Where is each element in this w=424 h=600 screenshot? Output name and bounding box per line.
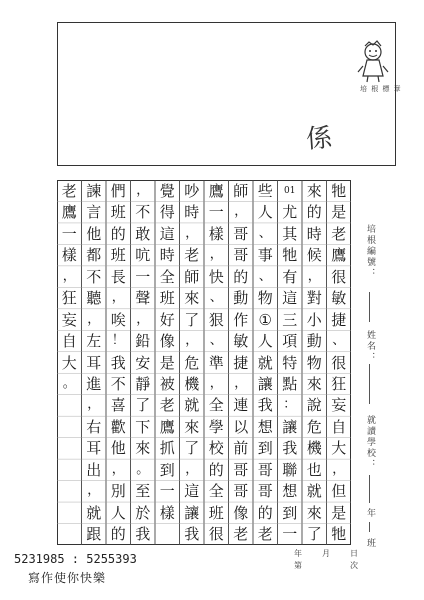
essay-character: 老 bbox=[184, 246, 200, 265]
essay-character: 師 bbox=[233, 181, 249, 200]
essay-character: 哥 bbox=[233, 460, 249, 479]
essay-character: 作 bbox=[233, 310, 249, 329]
grade-label: 年 bbox=[365, 508, 375, 519]
essay-character: 對 bbox=[306, 289, 322, 308]
essay-character: 進 bbox=[86, 374, 102, 393]
essay-character: 項 bbox=[282, 332, 298, 351]
essay-character: 前 bbox=[233, 439, 249, 458]
essay-character: 的 bbox=[233, 267, 249, 286]
essay-character: 時 bbox=[184, 203, 200, 222]
essay-character: 連 bbox=[233, 396, 249, 415]
essay-character: ， bbox=[87, 311, 101, 327]
essay-character: 班 bbox=[110, 246, 126, 265]
essay-character: 一 bbox=[61, 224, 77, 243]
essay-character: 出 bbox=[86, 460, 102, 479]
essay-character: 。 bbox=[62, 375, 76, 391]
essay-character: 來 bbox=[184, 289, 200, 308]
essay-character: 妄 bbox=[61, 310, 77, 329]
essay-character: 諫 bbox=[86, 181, 102, 200]
essay-character: 狂 bbox=[331, 374, 347, 393]
essay-character: 老 bbox=[61, 181, 77, 200]
essay-character: 被 bbox=[159, 374, 175, 393]
essay-character: 耳 bbox=[86, 353, 102, 372]
essay-character: 來 bbox=[306, 503, 322, 522]
essay-character: 們 bbox=[110, 181, 126, 200]
essay-character: 聲 bbox=[135, 289, 151, 308]
essay-character: 不 bbox=[86, 267, 102, 286]
essay-character: 了 bbox=[135, 396, 151, 415]
essay-character: 跟 bbox=[86, 525, 102, 544]
essay-character: 的 bbox=[110, 525, 126, 544]
year-label: 年 bbox=[294, 549, 302, 558]
essay-character: 全 bbox=[208, 396, 224, 415]
essay-character: ， bbox=[234, 375, 248, 391]
essay-character: 到 bbox=[257, 439, 273, 458]
slogan: 寫作使你快樂 bbox=[28, 571, 107, 585]
essay-character: 不 bbox=[110, 374, 126, 393]
essay-character: 鷹 bbox=[61, 203, 77, 222]
essay-character: 來 bbox=[306, 181, 322, 200]
essay-character: 樣 bbox=[208, 224, 224, 243]
essay-character: 哥 bbox=[257, 482, 273, 501]
essay-character: 他 bbox=[86, 224, 102, 243]
essay-character: ， bbox=[307, 268, 321, 284]
essay-character: 以 bbox=[233, 417, 249, 436]
essay-character: ： bbox=[283, 397, 297, 413]
essay-character: 一 bbox=[159, 482, 175, 501]
essay-character: 牠 bbox=[331, 525, 347, 544]
essay-character: 於 bbox=[135, 503, 151, 522]
essay-character: 很 bbox=[208, 525, 224, 544]
essay-character: 想 bbox=[282, 482, 298, 501]
no-label: 第 bbox=[294, 561, 302, 570]
essay-character: 下 bbox=[135, 417, 151, 436]
essay-character: 哥 bbox=[233, 224, 249, 243]
essay-character: ， bbox=[185, 333, 199, 349]
day-label: 日 bbox=[350, 549, 358, 558]
essay-character: 讓 bbox=[282, 417, 298, 436]
essay-character: 耳 bbox=[86, 439, 102, 458]
essay-character: ， bbox=[185, 225, 199, 241]
essay-character: 得 bbox=[159, 203, 175, 222]
essay-character: 一 bbox=[282, 525, 298, 544]
essay-character: 機 bbox=[306, 439, 322, 458]
serial-number-line bbox=[369, 292, 370, 322]
essay-character: 狂 bbox=[61, 289, 77, 308]
essay-character: ， bbox=[87, 483, 101, 499]
essay-character: 但 bbox=[331, 482, 347, 501]
essay-character: ， bbox=[111, 461, 125, 477]
essay-character: 像 bbox=[159, 332, 175, 351]
essay-character: 來 bbox=[135, 439, 151, 458]
essay-character: ， bbox=[234, 204, 248, 220]
essay-character: 一 bbox=[208, 203, 224, 222]
essay-character: 01 bbox=[284, 185, 296, 196]
essay-character: 抓 bbox=[159, 439, 175, 458]
essay-character: 聽 bbox=[86, 289, 102, 308]
essay-character: 一 bbox=[135, 267, 151, 286]
essay-character: 就 bbox=[184, 396, 200, 415]
essay-character: 覺 bbox=[159, 181, 175, 200]
school-label: 就讀學校： bbox=[365, 415, 375, 470]
essay-character: 牠 bbox=[331, 181, 347, 200]
logo-caption: 培 根 標 章 bbox=[360, 85, 402, 93]
essay-character: 、 bbox=[332, 333, 346, 349]
essay-character: ， bbox=[209, 247, 223, 263]
essay-character: 不 bbox=[135, 203, 151, 222]
essay-character: 的 bbox=[110, 224, 126, 243]
essay-character: 很 bbox=[331, 353, 347, 372]
essay-character: 到 bbox=[159, 460, 175, 479]
essay-character: 他 bbox=[110, 439, 126, 458]
essay-character: 動 bbox=[306, 332, 322, 351]
essay-character: 妄 bbox=[331, 396, 347, 415]
essay-character: 危 bbox=[306, 417, 322, 436]
essay-character: 我 bbox=[282, 439, 298, 458]
essay-character: 哥 bbox=[233, 246, 249, 265]
essay-character: 班 bbox=[110, 203, 126, 222]
essay-character: 就 bbox=[306, 482, 322, 501]
essay-character: 安 bbox=[135, 353, 151, 372]
essay-character: 聯 bbox=[282, 460, 298, 479]
essay-character: 機 bbox=[184, 374, 200, 393]
essay-character: 危 bbox=[184, 353, 200, 372]
essay-character: 全 bbox=[159, 267, 175, 286]
essay-character: 特 bbox=[282, 353, 298, 372]
essay-character: 鷹 bbox=[208, 181, 224, 200]
essay-character: 想 bbox=[257, 417, 273, 436]
essay-character: 敏 bbox=[233, 332, 249, 351]
essay-character: 全 bbox=[208, 482, 224, 501]
essay-character: 喜 bbox=[110, 396, 126, 415]
essay-character: 說 bbox=[306, 396, 322, 415]
school-line bbox=[369, 475, 370, 503]
essay-character: 敢 bbox=[135, 224, 151, 243]
essay-character: 物 bbox=[306, 353, 322, 372]
essay-character: 靜 bbox=[135, 374, 151, 393]
essay-character: 、 bbox=[209, 290, 223, 306]
phone-numbers: 5231985 : 5255393 bbox=[14, 552, 137, 566]
essay-character: 師 bbox=[184, 267, 200, 286]
essay-character: 來 bbox=[184, 417, 200, 436]
times-label: 次 bbox=[350, 561, 358, 570]
essay-character: 三 bbox=[282, 310, 298, 329]
essay-character: 這 bbox=[282, 289, 298, 308]
essay-character: ， bbox=[111, 290, 125, 306]
essay-character: ① bbox=[258, 310, 272, 329]
essay-character: 了 bbox=[306, 525, 322, 544]
essay-character: 我 bbox=[184, 525, 200, 544]
month-label: 月 bbox=[322, 549, 330, 558]
essay-character: 鷹 bbox=[159, 417, 175, 436]
essay-character: 老 bbox=[331, 224, 347, 243]
essay-character: 的 bbox=[257, 503, 273, 522]
essay-character: 也 bbox=[306, 460, 322, 479]
essay-character: 大 bbox=[331, 439, 347, 458]
name-line bbox=[369, 364, 370, 404]
essay-character: 校 bbox=[208, 439, 224, 458]
essay-character: 捷 bbox=[233, 353, 249, 372]
grade-line bbox=[369, 522, 370, 532]
essay-character: 就 bbox=[257, 353, 273, 372]
essay-character: 像 bbox=[233, 503, 249, 522]
essay-character: 有 bbox=[282, 267, 298, 286]
essay-character: 這 bbox=[159, 224, 175, 243]
essay-character: 老 bbox=[159, 396, 175, 415]
essay-character: 讓 bbox=[184, 503, 200, 522]
essay-character: ， bbox=[62, 268, 76, 284]
name-label: 姓名： bbox=[365, 330, 375, 363]
essay-character: 我 bbox=[135, 525, 151, 544]
class-label: 班 bbox=[365, 538, 375, 549]
essay-character: ， bbox=[136, 182, 150, 198]
essay-character: 的 bbox=[306, 203, 322, 222]
essay-character: ， bbox=[136, 311, 150, 327]
essay-character: 哥 bbox=[233, 482, 249, 501]
essay-character: 尤 bbox=[282, 203, 298, 222]
essay-character: 老 bbox=[257, 525, 273, 544]
essay-character: 長 bbox=[110, 267, 126, 286]
essay-character: 點 bbox=[282, 374, 298, 393]
essay-character: 別 bbox=[110, 482, 126, 501]
essay-character: 、 bbox=[258, 225, 272, 241]
essay-character: 人 bbox=[257, 203, 273, 222]
essay-character: 老 bbox=[233, 525, 249, 544]
essay-character: ， bbox=[209, 375, 223, 391]
essay-character: 是 bbox=[331, 503, 347, 522]
essay-character: 大 bbox=[61, 353, 77, 372]
essay-character: 我 bbox=[257, 396, 273, 415]
essay-character: 到 bbox=[282, 503, 298, 522]
teacher-signature: 係 bbox=[305, 123, 334, 155]
essay-character: ！ bbox=[111, 333, 125, 349]
essay-character: 時 bbox=[159, 246, 175, 265]
essay-character: 的 bbox=[208, 460, 224, 479]
essay-character: 事 bbox=[257, 246, 273, 265]
essay-character: 自 bbox=[331, 417, 347, 436]
essay-character: 樣 bbox=[159, 503, 175, 522]
essay-character: 候 bbox=[306, 246, 322, 265]
essay-character: 快 bbox=[208, 267, 224, 286]
essay-character: 敏 bbox=[331, 289, 347, 308]
essay-character: 時 bbox=[306, 224, 322, 243]
essay-character: 歡 bbox=[110, 417, 126, 436]
essay-character: 些 bbox=[257, 181, 273, 200]
essay-character: 至 bbox=[135, 482, 151, 501]
essay-character: 來 bbox=[306, 374, 322, 393]
essay-character: 學 bbox=[208, 417, 224, 436]
essay-character: 是 bbox=[331, 203, 347, 222]
essay-character: 了 bbox=[184, 439, 200, 458]
essay-character: 人 bbox=[257, 332, 273, 351]
serial-number-label: 培根編號： bbox=[365, 224, 375, 279]
essay-character: 班 bbox=[208, 503, 224, 522]
essay-character: ， bbox=[87, 397, 101, 413]
essay-character: 、 bbox=[209, 333, 223, 349]
essay-character: 牠 bbox=[282, 246, 298, 265]
essay-character: 言 bbox=[86, 203, 102, 222]
essay-character: 、 bbox=[258, 268, 272, 284]
essay-character: 其 bbox=[282, 224, 298, 243]
essay-character: 我 bbox=[110, 353, 126, 372]
essay-character: 樣 bbox=[61, 246, 77, 265]
essay-character: 很 bbox=[331, 267, 347, 286]
essay-character: 好 bbox=[159, 310, 175, 329]
essay-character: 了 bbox=[184, 310, 200, 329]
essay-character: ， bbox=[332, 461, 346, 477]
essay-character: 這 bbox=[184, 482, 200, 501]
essay-character: 動 bbox=[233, 289, 249, 308]
essay-character: 哥 bbox=[257, 460, 273, 479]
teacher-comment-box bbox=[57, 22, 396, 166]
essay-character: 吭 bbox=[135, 246, 151, 265]
essay-character: 是 bbox=[159, 353, 175, 372]
essay-character: 唉 bbox=[110, 310, 126, 329]
essay-character: 自 bbox=[61, 332, 77, 351]
essay-character: 小 bbox=[306, 310, 322, 329]
essay-character: 物 bbox=[257, 289, 273, 308]
essay-character: 班 bbox=[159, 289, 175, 308]
essay-character: 就 bbox=[86, 503, 102, 522]
essay-character: 準 bbox=[208, 353, 224, 372]
essay-character: 左 bbox=[86, 332, 102, 351]
essay-character: 鷹 bbox=[331, 246, 347, 265]
essay-character: 狠 bbox=[208, 310, 224, 329]
essay-character: 右 bbox=[86, 417, 102, 436]
essay-character: 捷 bbox=[331, 310, 347, 329]
essay-character: 吵 bbox=[184, 181, 200, 200]
essay-character: ， bbox=[185, 461, 199, 477]
essay-character: 人 bbox=[110, 503, 126, 522]
essay-character: 。 bbox=[136, 461, 150, 477]
essay-character: 鉛 bbox=[135, 332, 151, 351]
essay-character: 都 bbox=[86, 246, 102, 265]
essay-character: 讓 bbox=[257, 374, 273, 393]
